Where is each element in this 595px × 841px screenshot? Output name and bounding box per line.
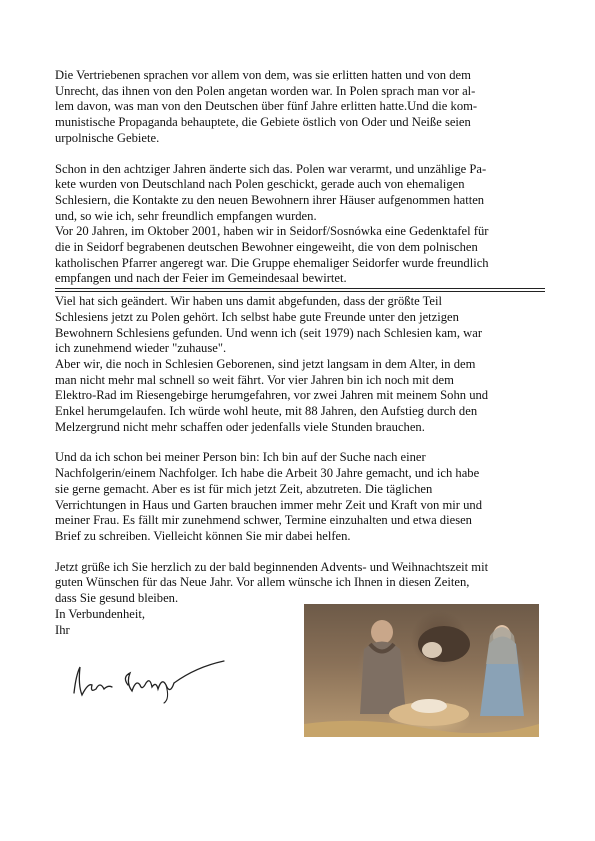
- paragraph-expellees: Die Vertriebenen sprachen vor allem von dem, was sie erlitten hatten und von dem Unrecht, das ihnen von den Polen angetan worden war. In Polen sprach man vor al- lem davon, was man von den Deutschen über fünf Jahre erlitten hatte.Und die kom- munistische Propaganda behauptete, die Gebiete östlich von Oder und Neiße seien urpolnische Gebiete.: [55, 68, 478, 145]
- paragraph-successor: Und da ich schon bei meiner Person bin: Ich bin auf der Suche nach einer Nachfolgerin/einem Nachfolger. Ich habe die Arbeit 30 Jahre gemacht, und ich habe sie gerne gemacht. Aber es ist für mich jetzt Zeit, abzutreten. Die täglichen Verrichtungen in Haus und Garten brauchen immer mehr Zeit und Kraft von mir und meiner Frau. Es fällt mir zunehmend schwer, Termine einzuhalten und etwa diesen Brief zu schreiben. Vielleicht können Sie mir dabei helfen.: [55, 450, 483, 543]
- letter-body: [55, 68, 545, 638]
- signature-icon: [66, 655, 226, 705]
- double-divider: [55, 288, 545, 292]
- nativity-scene-image: [304, 604, 539, 737]
- nativity-figures-icon: [304, 604, 539, 737]
- paragraph-eighties: Schon in den achtziger Jahren änderte sich das. Polen war verarmt, und unzählige Pa- kete wurden von Deutschland nach Polen geschickt, gerade auch von ehemaligen Schlesiern, die Kontakte zu den neuen Bewohnern ihrer Häuser aufgenommen hatten und, so wie ich, sehr freundlich empfangen wurden. Vor 20 Jahren, im Oktober 2001, haben wir in Seidorf/Sosnówka eine Gedenktafel für die in Seidorf begrabenen deutschen Bewohner eingeweiht, die von dem polnischen katholischen Pfarrer angeregt war. Die Gruppe ehemaliger Seidorfer wurde freundlich empfangen und nach der Feier im Gemeindesaal bewirtet.: [55, 161, 489, 286]
- paragraph-much-changed: Viel hat sich geändert. Wir haben uns damit abgefunden, dass der größte Teil Schlesiens jetzt zu Polen gehört. Ich selbst habe gute Freunde unter den jetzigen Bewohnern Schlesiens gefunden. Und wenn ich (seit 1979) nach Schlesien kam, war ich zunehmend wieder "zuhause". Aber wir, die noch in Schlesien Geborenen, sind jetzt langsam in dem Alter, in dem man nicht mehr mal schnell so weit fährt. Vor vier Jahren bin ich noch mit dem Elektro-Rad im Riesengebirge herumgefahren, vor zwei Jahren mit meinem Sohn und Enkel herumgelaufen. Ich würde wohl heute, mit 88 Jahren, den Aufstieg durch den Melzergrund nicht mehr schaffen oder jedenfalls viele Stunden brauchen.: [55, 294, 489, 434]
- signature: [66, 655, 226, 705]
- paragraph-greetings: Jetzt grüße ich Sie herzlich zu der bald beginnenden Advents- und Weihnachtszeit mit guten Wünschen für das Neue Jahr. Vor allem wünsche ich Ihnen in diesen Zeiten, dass Sie gesund bleiben. In Verbundenheit, Ihr: [55, 559, 489, 637]
